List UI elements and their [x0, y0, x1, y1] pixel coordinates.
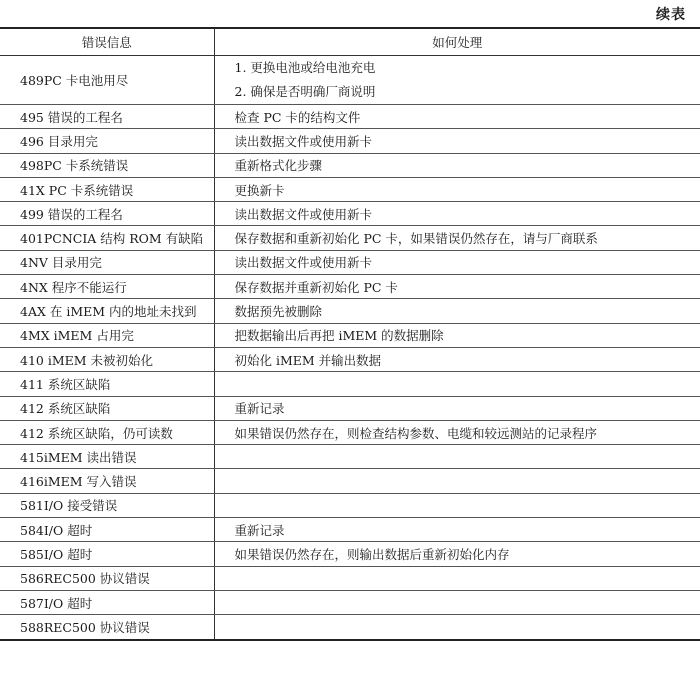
error-info-cell: 416iMEM 写入错误: [0, 469, 214, 493]
handling-cell: [214, 445, 700, 469]
table-row: [0, 518, 700, 542]
error-info-cell: 588REC500 协议错误: [0, 615, 214, 640]
error-info-cell: 496 目录用完: [0, 129, 214, 153]
table-row: [0, 105, 700, 129]
table-row: [0, 469, 700, 493]
table-row: [0, 226, 700, 250]
table-row: [0, 566, 700, 590]
table-continued-caption: 续表: [656, 7, 686, 23]
handling-cell: [214, 566, 700, 590]
handling-cell: 重新格式化步骤: [214, 153, 700, 177]
error-info-cell: 489PC 卡电池用尽: [0, 56, 214, 105]
table-row: [0, 347, 700, 371]
table-row: [0, 615, 700, 640]
handling-cell: [214, 590, 700, 614]
handling-cell: 初始化 iMEM 并输出数据: [214, 347, 700, 371]
handling-cell: 重新记录: [214, 518, 700, 542]
table-row: [0, 396, 700, 420]
handling-cell: [214, 615, 700, 640]
handling-cell: 重新记录: [214, 396, 700, 420]
handling-cell: [214, 469, 700, 493]
handling-cell: 如果错误仍然存在，则检查结构参数、电缆和较远测站的记录程序: [214, 420, 700, 444]
table-row: [0, 372, 700, 396]
table-row: [0, 129, 700, 153]
handling-step: 1. 更换电池或给电池充电: [234, 60, 376, 75]
handling-cell: 读出数据文件或使用新卡: [214, 129, 700, 153]
table-row: [0, 493, 700, 517]
table-row: [0, 177, 700, 201]
error-info-cell: 4NV 目录用完: [0, 250, 214, 274]
handling-cell: [214, 372, 700, 396]
header-error-info: 错误信息: [0, 28, 214, 56]
error-info-cell: 415iMEM 读出错误: [0, 445, 214, 469]
handling-cell: 数据预先被删除: [214, 299, 700, 323]
error-info-cell: 585I/O 超时: [0, 542, 214, 566]
table-row: [0, 445, 700, 469]
error-info-cell: 4NX 程序不能运行: [0, 275, 214, 299]
error-info-cell: 581I/O 接受错误: [0, 493, 214, 517]
table-row: [0, 56, 700, 105]
handling-cell: 读出数据文件或使用新卡: [214, 250, 700, 274]
table-row: [0, 542, 700, 566]
handling-cell: [214, 493, 700, 517]
error-info-cell: 586REC500 协议错误: [0, 566, 214, 590]
handling-step: 2. 确保是否明确厂商说明: [234, 84, 376, 99]
table-body: [0, 56, 700, 640]
error-info-cell: 412 系统区缺陷，仍可读数: [0, 420, 214, 444]
table-header-row: [0, 28, 700, 56]
header-how-to-handle: 如何处理: [214, 28, 700, 56]
error-table: [0, 27, 700, 641]
handling-cell: 读出数据文件或使用新卡: [214, 202, 700, 226]
error-info-cell: 584I/O 超时: [0, 518, 214, 542]
error-info-cell: 41X PC 卡系统错误: [0, 177, 214, 201]
table-row: [0, 299, 700, 323]
handling-cell: 更换新卡: [214, 177, 700, 201]
error-info-cell: 495 错误的工程名: [0, 105, 214, 129]
error-info-cell: 4AX 在 iMEM 内的地址未找到: [0, 299, 214, 323]
handling-cell: 检查 PC 卡的结构文件: [214, 105, 700, 129]
table-row: [0, 323, 700, 347]
error-info-cell: 401PCNCIA 结构 ROM 有缺陷: [0, 226, 214, 250]
error-info-cell: 499 错误的工程名: [0, 202, 214, 226]
handling-cell: 把数据输出后再把 iMEM 的数据删除: [214, 323, 700, 347]
table-row: [0, 153, 700, 177]
table-row: [0, 590, 700, 614]
table-row: [0, 420, 700, 444]
error-info-cell: 587I/O 超时: [0, 590, 214, 614]
handling-cell: [214, 56, 700, 105]
table-row: [0, 275, 700, 299]
error-info-cell: 412 系统区缺陷: [0, 396, 214, 420]
table-row: [0, 202, 700, 226]
error-info-cell: 4MX iMEM 占用完: [0, 323, 214, 347]
error-info-cell: 410 iMEM 未被初始化: [0, 347, 214, 371]
handling-cell: 如果错误仍然存在，则输出数据后重新初始化内存: [214, 542, 700, 566]
handling-cell: 保存数据和重新初始化 PC 卡，如果错误仍然存在，请与厂商联系: [214, 226, 700, 250]
error-info-cell: 411 系统区缺陷: [0, 372, 214, 396]
error-info-cell: 498PC 卡系统错误: [0, 153, 214, 177]
handling-cell: 保存数据并重新初始化 PC 卡: [214, 275, 700, 299]
table-row: [0, 250, 700, 274]
